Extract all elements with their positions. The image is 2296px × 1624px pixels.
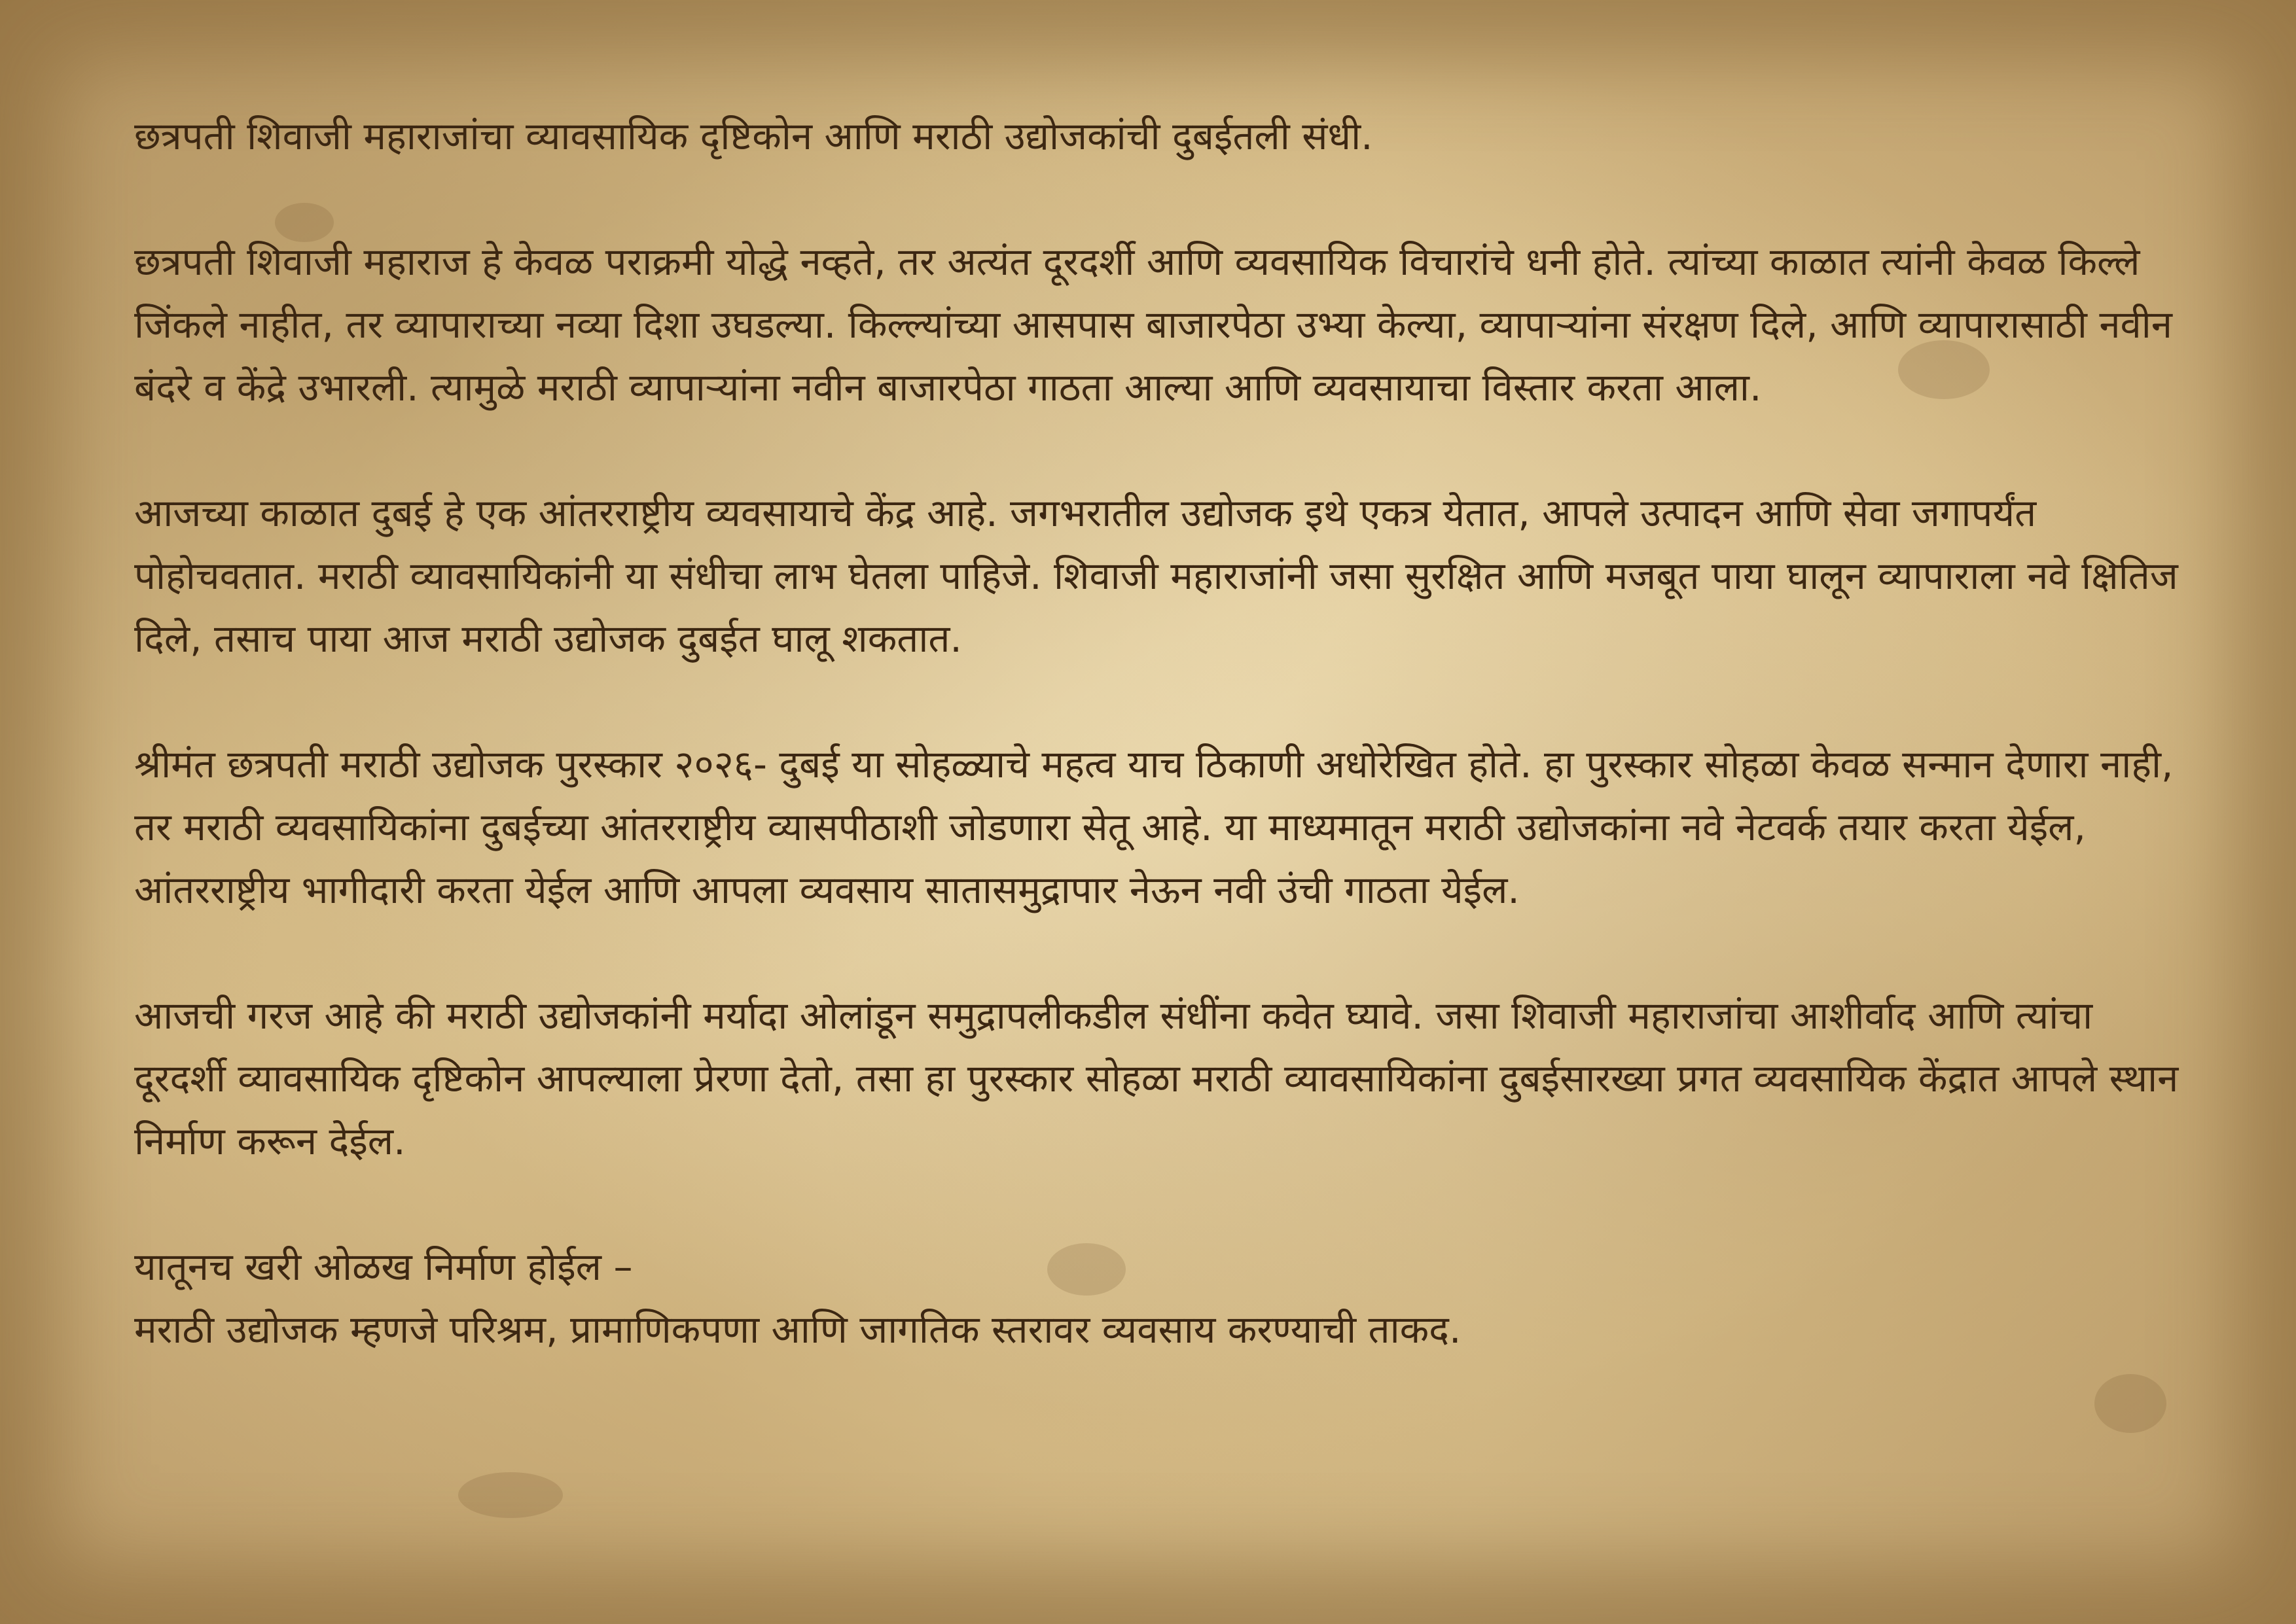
paragraph-need-of-today: आजची गरज आहे की मराठी उद्योजकांनी मर्यादा ओलांडून समुद्रापलीकडील संधींना कवेत घ्यावे. जसा शिवाजी महाराजांचा आशीर्वाद आणि त्यांचा दूरदर्शी व्यावसायिक दृष्टिकोन आपल्याला प्रेरणा देतो, तसा हा पुरस्कार सोहळा मराठी व्यावसायिकांना दुबईसारख्या प्रगत व्यवसायिक केंद्रात आपले स्थान निर्माण करून देईल. [134, 993, 2179, 1163]
closing-line-1: यातूनच खरी ओळख निर्माण होईल – [134, 1244, 633, 1289]
paragraph-dubai-hub: आजच्या काळात दुबई हे एक आंतरराष्ट्रीय व्यवसायाचे केंद्र आहे. जगभरातील उद्योजक इथे एकत्र येतात, आपले उत्पादन आणि सेवा जगापर्यंत पोहोचवतात. मराठी व्यावसायिकांनी या संधीचा लाभ घेतला पाहिजे. शिवाजी महाराजांनी जसा सुरक्षित आणि मजबूत पाया घालून व्यापाराला नवे क्षितिज दिले, तसाच पाया आज मराठी उद्योजक दुबईत घालू शकतात. [134, 491, 2178, 661]
document-body [134, 105, 2183, 1424]
paragraph-shivaji-vision: छत्रपती शिवाजी महाराज हे केवळ पराक्रमी योद्धे नव्हते, तर अत्यंत दूरदर्शी आणि व्यवसायिक विचारांचे धनी होते. त्यांच्या काळात त्यांनी केवळ किल्ले जिंकले नाहीत, तर व्यापाराच्या नव्या दिशा उघडल्या. किल्ल्यांच्या आसपास बाजारपेठा उभ्या केल्या, व्यापाऱ्यांना संरक्षण दिले, आणि व्यापारासाठी नवीन बंदरे व केंद्रे उभारली. त्यामुळे मराठी व्यापाऱ्यांना नवीन बाजारपेठा गाठता आल्या आणि व्यवसायाचा विस्तार करता आला. [134, 239, 2172, 410]
paper-speck [458, 1472, 563, 1518]
closing-statement [134, 1235, 2183, 1361]
paragraph-award-ceremony: श्रीमंत छत्रपती मराठी उद्योजक पुरस्कार २०२६- दुबई या सोहळ्याचे महत्व याच ठिकाणी अधोरेखित होते. हा पुरस्कार सोहळा केवळ सन्मान देणारा नाही, तर मराठी व्यवसायिकांना दुबईच्या आंतरराष्ट्रीय व्यासपीठाशी जोडणारा सेतू आहे. या माध्यमातून मराठी उद्योजकांना नवे नेटवर्क तयार करता येईल, आंतरराष्ट्रीय भागीदारी करता येईल आणि आपला व्यवसाय सातासमुद्रापार नेऊन नवी उंची गाठता येईल. [134, 742, 2174, 912]
document-title: छत्रपती शिवाजी महाराजांचा व्यावसायिक दृष्टिकोन आणि मराठी उद्योजकांची दुबईतली संधी. [134, 114, 1373, 158]
closing-line-2: मराठी उद्योजक म्हणजे परिश्रम, प्रामाणिकपणा आणि जागतिक स्तरावर व्यवसाय करण्याची ताकद. [134, 1307, 1462, 1352]
